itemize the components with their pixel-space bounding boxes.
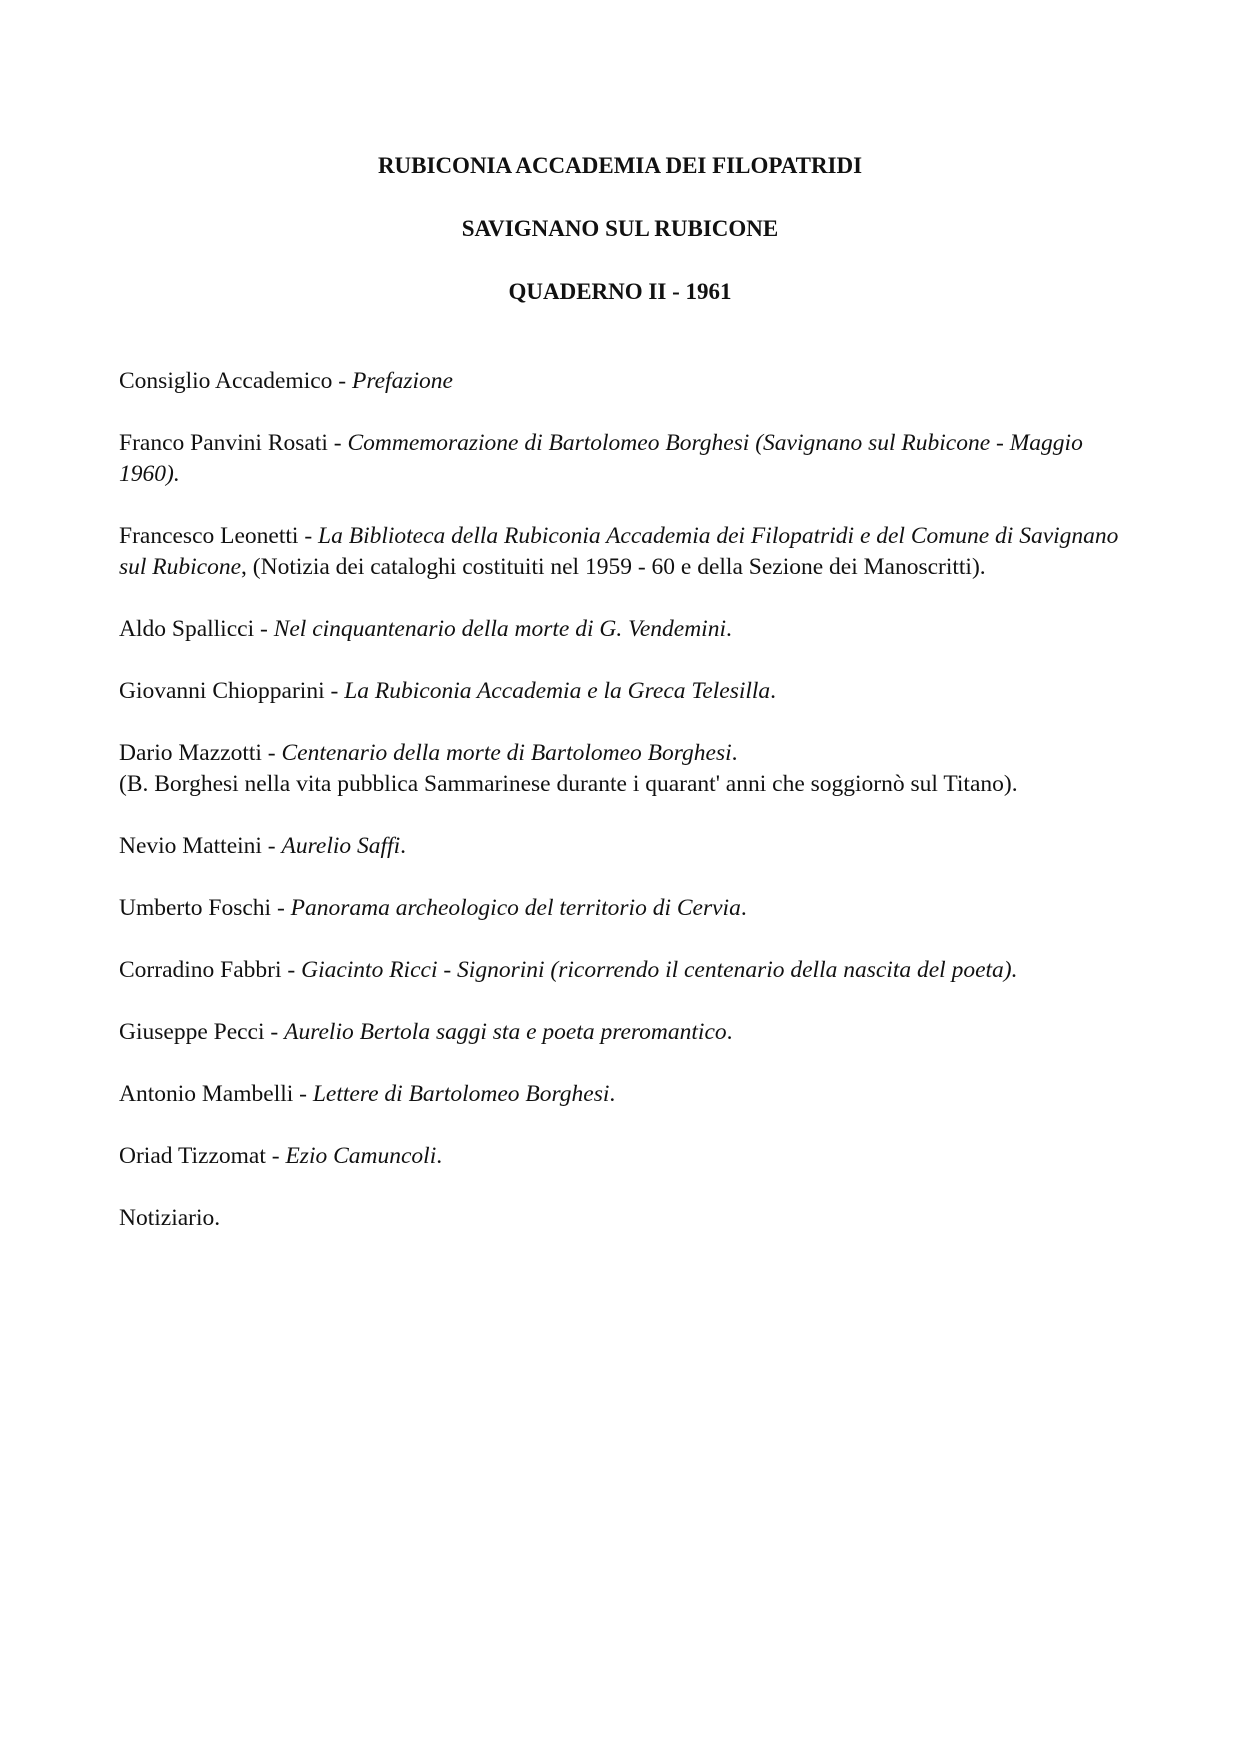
entry-title: Giacinto Ricci - Signorini (ricorrendo il centenario della nascita del poeta). [301,957,1018,983]
entry-author: Nevio Matteini - [119,833,282,859]
toc-entry-news [119,1203,1129,1234]
entry-suffix: . [726,1019,733,1045]
toc-entry [119,955,1129,986]
toc-entry [119,614,1129,645]
academy-title: RUBICONIA ACCADEMIA DEI FILOPATRIDI [377,153,863,178]
entry-suffix: . [731,740,738,766]
entry-suffix: . [770,678,777,704]
entry-author: Oriad Tizzomat - [119,1143,286,1169]
entry-title: Lettere di Bartolomeo Borghesi [312,1081,610,1107]
entry-title: Aurelio Saffi [281,833,401,859]
toc-entry [119,428,1129,490]
issue-title: QUADERNO II - 1961 [508,279,732,304]
entry-author: Dario Mazzotti - [119,740,282,766]
table-of-contents [119,366,1129,1265]
entry-author: Consiglio Accademico - [119,368,352,394]
toc-entry [119,676,1129,707]
entry-suffix: . [400,833,406,859]
entry-author: Francesco Leonetti - [119,523,319,549]
entry-author: Giuseppe Pecci - [119,1019,285,1045]
entry-title: Aurelio Bertola saggi sta e poeta preromantico [284,1019,727,1045]
toc-entry [119,893,1129,924]
entry-title: Panorama archeologico del territorio di Cervia [290,895,741,921]
entry-title: Commemorazione di Bartolomeo Borghesi (Savignano sul Rubicone - Maggio 1960). [119,430,1083,487]
entry-suffix: , (Notizia dei cataloghi costituiti nel 1959 - 60 e della Sezione dei Manoscritti). [241,554,986,580]
toc-entry [119,738,1129,800]
entry-title: Ezio Camuncoli [285,1143,437,1169]
location-title: SAVIGNANO SUL RUBICONE [461,216,779,241]
entry-author: Umberto Foschi - [119,895,291,921]
entry-author: Franco Panvini Rosati - [119,430,348,456]
entry-title: Prefazione [352,368,453,394]
entry-author: Giovanni Chiopparini - [119,678,345,704]
entry-suffix: . [609,1081,616,1107]
entry-suffix: . [740,895,747,921]
toc-entry [119,831,1129,862]
entry-author: Aldo Spallicci - [119,616,274,642]
entry-note: (B. Borghesi nella vita pubblica Sammarinese durante i quarant' anni che soggiornò sul Titano). [119,771,1018,797]
toc-entry [119,521,1129,583]
entry-title: La Biblioteca della Rubiconia Accademia dei Filopatridi e del Comune di Savignano sul Rubicone [119,523,1119,580]
entry-title: Nel cinquantenario della morte di G. Vendemini [273,616,726,642]
entry-author: Notiziario. [119,1205,221,1231]
entry-suffix: . [726,616,732,642]
toc-entry [119,1141,1129,1172]
toc-entry [119,366,1129,397]
entry-suffix: . [436,1143,443,1169]
toc-entry [119,1017,1129,1048]
entry-title: Centenario della morte di Bartolomeo Borghesi [281,740,732,766]
entry-author: Antonio Mambelli - [119,1081,313,1107]
entry-title: La Rubiconia Accademia e la Greca Telesilla [344,678,771,704]
entry-author: Corradino Fabbri - [119,957,302,983]
toc-entry [119,1079,1129,1110]
